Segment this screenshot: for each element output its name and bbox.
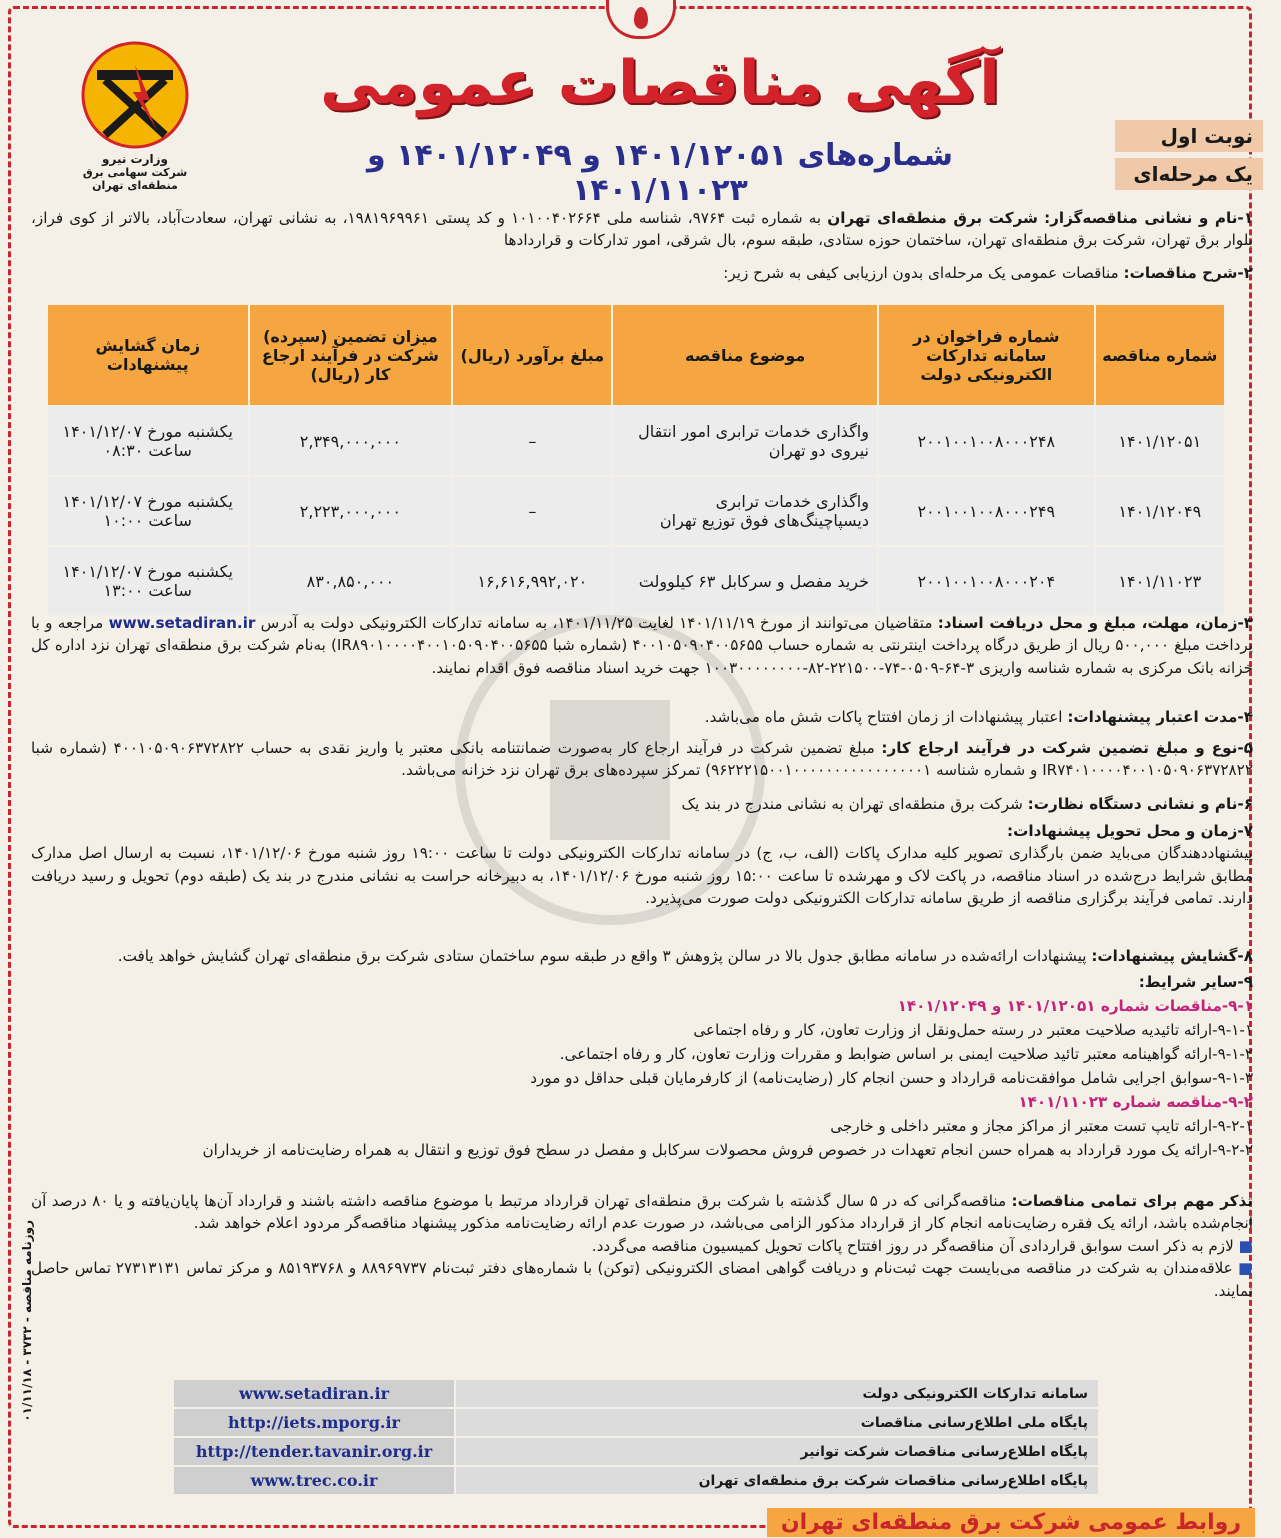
link-row bbox=[173, 1379, 1099, 1408]
col-guarantee: میزان تضمین (سپرده) شرکت در فرآیند ارجاع کار (ریال) bbox=[249, 304, 453, 406]
section-7-head: ۷-زمان و محل تحویل پیشنهادات: bbox=[1007, 822, 1253, 840]
section-2-head: ۲-شرح مناقصات: bbox=[1123, 264, 1253, 282]
section-6-head: ۶-نام و نشانی دستگاه نظارت: bbox=[1027, 795, 1253, 813]
section-2-text: مناقصات عمومی یک مرحله‌ای بدون ارزیابی کیفی به شرح زیر: bbox=[723, 264, 1119, 282]
link-url[interactable]: http://iets.mporg.ir bbox=[173, 1408, 455, 1437]
section-3-head: ۳-زمان، مهلت، مبلغ و محل دریافت اسناد: bbox=[937, 614, 1254, 632]
col-topic: موضوع مناقصه bbox=[612, 304, 878, 406]
round-badge: نوبت اول bbox=[1115, 120, 1263, 152]
company-name: شرکت برق منطقه‌ای تهران bbox=[827, 209, 1038, 227]
company-logo bbox=[60, 40, 210, 190]
item-9-1-1: ۹-۱-۱-ارائه تائیدیه صلاحیت معتبر در رسته حمل‌ونقل از وزارت تعاون، کار و رفاه اجتماعی bbox=[693, 1021, 1253, 1039]
item-9-1-3: ۹-۱-۳-سوابق اجرایی شامل موافقت‌نامه قرارداد و حسن انجام کار (رضایت‌نامه) از کارفرمایان قبلی حداقل دو مورد bbox=[530, 1069, 1253, 1087]
bullet-icon: ■ bbox=[1233, 1236, 1253, 1255]
setad-link[interactable]: www.setadiran.ir bbox=[108, 614, 256, 632]
table-row bbox=[47, 476, 1225, 546]
section-5 bbox=[31, 737, 1253, 782]
cell-guarantee: ۲,۳۴۹,۰۰۰,۰۰۰ bbox=[249, 406, 453, 476]
cell-setad: ۲۰۰۱۰۰۱۰۰۸۰۰۰۲۴۹ bbox=[878, 476, 1095, 546]
section-8 bbox=[31, 945, 1253, 967]
cell-guarantee: ۲,۲۲۳,۰۰۰,۰۰۰ bbox=[249, 476, 453, 546]
section-7 bbox=[31, 820, 1253, 910]
cell-estimate: ۱۶,۶۱۶,۹۹۲,۰۲۰ bbox=[452, 546, 612, 616]
links-table bbox=[172, 1378, 1100, 1496]
bullet-icon: ■ bbox=[1232, 1259, 1254, 1278]
cell-number: ۱۴۰۱/۱۲۰۵۱ bbox=[1095, 406, 1225, 476]
cell-estimate: – bbox=[452, 406, 612, 476]
note-head: تذکر مهم برای تمامی مناقصات: bbox=[1011, 1192, 1253, 1210]
section-3 bbox=[31, 612, 1253, 679]
section-6-text: شرکت برق منطقه‌ای تهران به نشانی مندرج در بند یک bbox=[681, 795, 1023, 813]
col-number: شماره مناقصه bbox=[1095, 304, 1225, 406]
cell-opening: یکشنبه مورخ ۱۴۰۱/۱۲/۰۷ ساعت ۱۳:۰۰ bbox=[47, 546, 249, 616]
link-row bbox=[173, 1408, 1099, 1437]
side-caption: روزنامه مناقصه - ۳۷۳۲ - ۰۱/۱۱/۱۸ bbox=[20, 1220, 34, 1422]
table-header-row bbox=[47, 304, 1225, 406]
link-url[interactable]: www.trec.co.ir bbox=[173, 1466, 455, 1495]
cell-opening: یکشنبه مورخ ۱۴۰۱/۱۲/۰۷ ساعت ۰۸:۳۰ bbox=[47, 406, 249, 476]
section-2 bbox=[31, 262, 1253, 284]
section-5-text: مبلغ تضمین شرکت در فرآیند ارجاع کار به‌صورت ضمانتنامه بانکی معتبر یا واریز نقدی به حساب ۴۰۰۱۰۵۰۹۰۶۳۷۲۸۲۲ (شماره شبا IR۷۴۰۱۰۰۰۰۴۰۰۱۰۵۰۹۰۶۳۷۲۸۲۲ و شماره شناسه ۹۶۲۲۲۱۵۰۰۱۰۰۰۰۰۰۰۰۰۰۰۰۰۰۰۰۱) تمرکز سپرده‌های برق تهران نزد خزانه می‌باشد. bbox=[31, 739, 1253, 780]
link-name: پایگاه اطلاع‌رسانی مناقصات شرکت توانیر bbox=[455, 1437, 1099, 1466]
ad-subtitle: شماره‌های ۱۴۰۱/۱۲۰۵۱ و ۱۴۰۱/۱۲۰۴۹ و ۱۴۰۱/۱۱۰۲۳ bbox=[366, 138, 954, 208]
tenders-table bbox=[46, 303, 1226, 617]
link-name: پایگاه اطلاع‌رسانی مناقصات شرکت برق منطقه‌ای تهران bbox=[455, 1466, 1099, 1495]
important-note bbox=[31, 1190, 1253, 1302]
col-setad: شماره فراخوان در سامانه تدارکات الکترونیکی دولت bbox=[878, 304, 1095, 406]
link-row bbox=[173, 1437, 1099, 1466]
link-name: پایگاه ملی اطلاع‌رسانی مناقصات bbox=[455, 1408, 1099, 1437]
section-9 bbox=[31, 970, 1253, 1162]
stage-badge: یک مرحله‌ای bbox=[1115, 158, 1263, 190]
section-4-head: ۴-مدت اعتبار پیشنهادات: bbox=[1067, 708, 1253, 726]
note-bullet-2: علاقه‌مندان به شرکت در مناقصه می‌بایست جهت ثبت‌نام و دریافت گواهی امضای الکترونیکی (توکن) با شماره‌های دفتر ثبت‌نام ۸۸۹۶۹۷۳۷ و ۸۵۱۹۳۷۶۸ و مرکز تماس ۲۷۳۱۳۱۳۱ تماس حاصل نمایند. bbox=[31, 1259, 1253, 1300]
section-1-head: ۱-نام و نشانی مناقصه‌گزار: bbox=[1044, 209, 1253, 227]
link-name: سامانه تدارکات الکترونیکی دولت bbox=[455, 1379, 1099, 1408]
section-9-1-head: ۹-۱-مناقصات شماره ۱۴۰۱/۱۲۰۵۱ و ۱۴۰۱/۱۲۰۴۹ bbox=[897, 997, 1253, 1015]
link-url[interactable]: http://tender.tavanir.org.ir bbox=[173, 1437, 455, 1466]
section-8-text: پیشنهادات ارائه‌شده در سامانه مطابق جدول بالا در سالن پژوهش ۳ واقع در طبقه سوم ساختمان ستادی شرکت برق منطقه‌ای تهران گشایش خواهد یافت. bbox=[117, 947, 1087, 965]
link-row bbox=[173, 1466, 1099, 1495]
logo-line1: وزارت نیرو bbox=[102, 152, 168, 166]
cell-topic: خرید مفصل و سرکابل ۶۳ کیلوولت bbox=[612, 546, 878, 616]
logo-line2: شرکت سهامی برق منطقه‌ای تهران bbox=[82, 166, 188, 192]
col-estimate: مبلغ برآورد (ریال) bbox=[452, 304, 612, 406]
section-8-head: ۸-گشایش پیشنهادات: bbox=[1091, 947, 1253, 965]
cell-number: ۱۴۰۱/۱۲۰۴۹ bbox=[1095, 476, 1225, 546]
link-url[interactable]: www.setadiran.ir bbox=[173, 1379, 455, 1408]
section-9-2-head: ۹-۲-مناقصه شماره ۱۴۰۱/۱۱۰۲۳ bbox=[1018, 1093, 1253, 1111]
cell-topic: واگذاری خدمات ترابری دیسپاچینگ‌های فوق توزیع تهران bbox=[612, 476, 878, 546]
section-5-head: ۵-نوع و مبلغ تضمین شرکت در فرآیند ارجاع کار: bbox=[881, 739, 1253, 757]
section-7-text: پیشنهاددهندگان می‌باید ضمن بارگذاری تصویر کلیه مدارک پاکات (الف، ب، ج) در سامانه تدارکات الکترونیکی دولت تا ساعت ۱۹:۰۰ روز شنبه مورخ ۱۴۰۱/۱۲/۰۶، نسبت به ارسال اصل مدارک مطابق شرایط درج‌شده در اسناد مناقصه، در پاکت لاک و مهرشده تا ساعت ۱۵:۰۰ روز شنبه مورخ ۱۴۰۱/۱۲/۰۶، به دبیرخانه حراست به نشانی مندرج در بند یک (طبقه دوم) تحویل و رسید دریافت دارند. تمامی فرآیند برگزاری مناقصه از طریق سامانه تدارکات الکترونیکی دولت صورت می‌پذیرد. bbox=[31, 844, 1254, 908]
section-3-text: متقاضیان می‌توانند از مورخ ۱۴۰۱/۱۱/۱۹ لغایت ۱۴۰۱/۱۱/۲۵، به سامانه تدارکات الکترونیکی دولت به آدرس bbox=[260, 614, 933, 632]
section-6 bbox=[31, 793, 1253, 815]
cell-topic: واگذاری خدمات ترابری امور انتقال نیروی دو تهران bbox=[612, 406, 878, 476]
footer-label: روابط عمومی شرکت برق منطقه‌ای تهران bbox=[767, 1508, 1255, 1537]
cell-opening: یکشنبه مورخ ۱۴۰۱/۱۲/۰۷ ساعت ۱۰:۰۰ bbox=[47, 476, 249, 546]
cell-guarantee: ۸۳۰,۸۵۰,۰۰۰ bbox=[249, 546, 453, 616]
section-4 bbox=[31, 706, 1253, 728]
section-1 bbox=[31, 207, 1253, 252]
section-3-text2: مراجعه و با پرداخت مبلغ ۵۰۰,۰۰۰ ریال از طریق درگاه پرداخت اینترنتی به شماره حساب ۴۰۰۱۰۵۰۹۰۴۰۰۵۶۵۵ (شماره شبا IR۸۹۰۱۰۰۰۰۴۰۰۱۰۵۰۹۰۴۰۰۵۶۵۵) به‌نام شرکت برق منطقه‌ای تهران نزد اداره کل خزانه بانک مرکزی به شماره شناسه واریزی ۳-۶۴-۰۵۰۹-۷۴-۲۲۱۵۰۰-۸۲-۱۰۰۳۰۰۰۰۰۰۰۰ جهت خرید اسناد مناقصه فوق اقدام نمایند. bbox=[31, 614, 1253, 677]
item-9-2-2: ۹-۲-۲-ارائه یک مورد قرارداد به همراه حسن انجام تعهدات در خصوص فروش محصولات سرکابل و مفصل در سطح فوق توزیع و انتقال به همراه رضایت‌نامه از خریداران bbox=[202, 1141, 1253, 1159]
note-bullet-1: لازم به ذکر است سوابق قراردادی آن مناقصه‌گر در روز افتتاح پاکات تحویل کمیسیون مناقصه می‌گردد. bbox=[591, 1236, 1234, 1255]
col-opening: زمان گشایش پیشنهادات bbox=[47, 304, 249, 406]
cell-estimate: – bbox=[452, 476, 612, 546]
cell-setad: ۲۰۰۱۰۰۱۰۰۸۰۰۰۲۰۴ bbox=[878, 546, 1095, 616]
item-9-2-1: ۹-۲-۱-ارائه تایپ تست معتبر از مراکز مجاز و معتبر داخلی و خارجی bbox=[830, 1117, 1253, 1135]
tavanir-logo-icon bbox=[75, 40, 195, 150]
section-1-text: به شماره ثبت ۹۷۶۴، شناسه ملی ۱۰۱۰۰۴۰۲۶۶۴ و کد پستی ۱۹۸۱۹۶۹۹۶۱، به نشانی تهران، سعادت‌آباد، بالاتر از کوی فراز، بلوار برق تهران، شرکت برق منطقه‌ای تهران، ساختمان حوزه ستادی، طبقه سوم، بال شرقی، امور تدارکات و قراردادها bbox=[31, 209, 1253, 250]
cell-setad: ۲۰۰۱۰۰۱۰۰۸۰۰۰۲۴۸ bbox=[878, 406, 1095, 476]
section-9-head: ۹-سایر شرایط: bbox=[1138, 973, 1253, 991]
table-row bbox=[47, 406, 1225, 476]
cell-number: ۱۴۰۱/۱۱۰۲۳ bbox=[1095, 546, 1225, 616]
item-9-1-2: ۹-۱-۲-ارائه گواهینامه معتبر تائید صلاحیت ایمنی بر اساس ضوابط و مقررات وزارت تعاون، کار و رفاه اجتماعی. bbox=[559, 1045, 1253, 1063]
note-text: مناقصه‌گرانی که در ۵ سال گذشته با شرکت برق منطقه‌ای تهران قرارداد مرتبط با موضوع مناقصه داشته باشند و قرارداد آن‌ها پایان‌یافته و یا ۸۰ درصد آن انجام‌شده باشد، ارائه یک فقره رضایت‌نامه انجام کار از قرارداد مذکور الزامی می‌باشد، در صورت عدم ارائه رضایت‌نامه مذکور پیشنهاد مناقصه‌گر مردود اعلام خواهد شد. bbox=[31, 1192, 1253, 1233]
ad-title: آگهی مناقصات عمومی bbox=[320, 48, 1000, 118]
section-4-text: اعتبار پیشنهادات از زمان افتتاح پاکات شش ماه می‌باشد. bbox=[704, 708, 1063, 726]
